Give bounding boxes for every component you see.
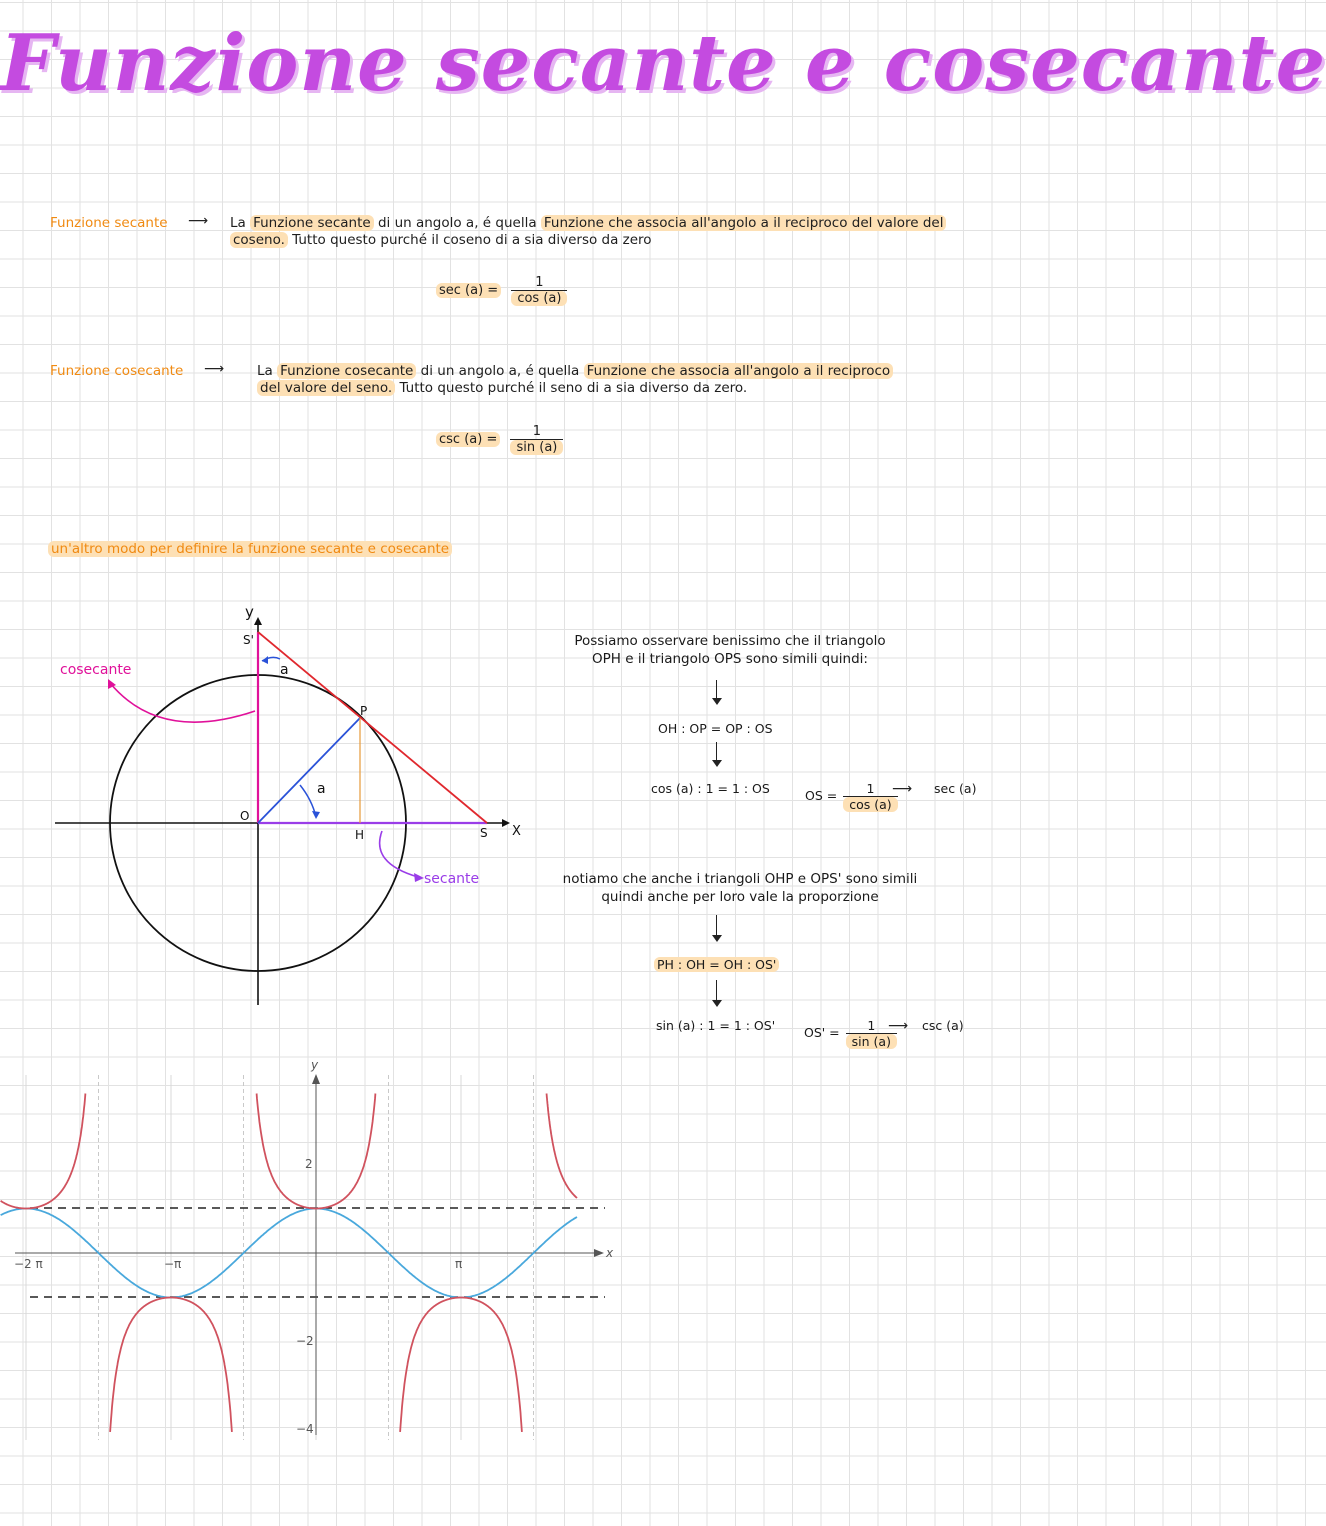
- angle-arc-mid-arrow-icon: [312, 811, 320, 819]
- csc-result-arrow-icon: ⟶: [888, 1018, 909, 1034]
- tangent-line: [258, 632, 487, 823]
- cosecant-text-1d: Funzione che associa all'angolo a il reciproco: [584, 363, 894, 379]
- os-prime-formula: [804, 1018, 897, 1049]
- down-arrow-4-head-icon: [712, 1000, 722, 1007]
- sec-result: sec (a): [934, 781, 977, 796]
- secant-text-1a: La: [230, 215, 251, 231]
- label-o: O: [240, 809, 250, 823]
- os-label: OS =: [805, 788, 838, 803]
- cosecant-label: Funzione cosecante: [50, 363, 184, 379]
- observation-line-1: Possiamo osservare benissimo che il triangolo: [574, 633, 886, 649]
- down-arrow-3-icon: [716, 915, 717, 937]
- label-secante: secante: [424, 871, 480, 887]
- page-title: Funzione secante e cosecante: [0, 18, 1326, 109]
- secant-graph: [0, 1060, 640, 1470]
- down-arrow-2-icon: [716, 742, 717, 762]
- proportion-2-result: sin (a) : 1 = 1 : OS': [656, 1018, 776, 1033]
- unit-circle-diagram: [0, 595, 560, 1015]
- graph-y-label: y: [311, 1058, 319, 1072]
- observation-text: [540, 632, 920, 668]
- proportion-1: OH : OP = OP : OS: [658, 721, 773, 736]
- secant-text-2a: coseno.: [230, 232, 288, 248]
- x-axis-arrow-icon: [502, 819, 510, 827]
- label-angle-top: a: [280, 662, 289, 678]
- label-y: y: [245, 603, 254, 621]
- note-line-1: notiamo che anche i triangoli OHP e OPS' sono simili: [562, 871, 918, 887]
- down-arrow-3-head-icon: [712, 935, 722, 942]
- secant-text-2b: Tutto questo purché il coseno di a sia diverso da zero: [287, 232, 652, 248]
- tick-neg-2: −2: [296, 1334, 314, 1348]
- os-prime-label: OS' =: [804, 1025, 840, 1040]
- os-formula: [805, 781, 898, 812]
- secant-text-1c: di un angolo a, é quella: [373, 215, 541, 231]
- secant-formula-den: cos (a): [511, 291, 567, 306]
- observation-line-2: OPH e il triangolo OPS sono simili quindi:: [592, 651, 868, 667]
- proportion-1-result: cos (a) : 1 = 1 : OS: [651, 781, 770, 796]
- cosecant-definition: [257, 363, 1037, 397]
- secant-branch: [1, 1094, 86, 1209]
- segment-op: [258, 718, 360, 823]
- secant-text-1d: Funzione che associa all'angolo a il reciproco del valore del: [541, 215, 947, 231]
- cosecante-pointer: [110, 683, 255, 722]
- note-line-2: quindi anche per loro vale la proporzione: [601, 889, 879, 905]
- label-s-prime: S': [243, 633, 254, 647]
- cosecant-formula-den: sin (a): [510, 440, 563, 455]
- cosecant-text-1a: La: [257, 363, 278, 379]
- os-num: 1: [843, 781, 897, 797]
- label-angle-mid: a: [317, 781, 326, 797]
- secante-pointer: [380, 831, 418, 877]
- label-cosecante: cosecante: [60, 662, 132, 678]
- cosecant-formula-num: 1: [510, 424, 563, 440]
- label-h: H: [355, 828, 365, 842]
- label-p: P: [360, 704, 368, 718]
- tick-neg-pi: −π: [164, 1257, 182, 1271]
- cosecant-text-1c: di un angolo a, é quella: [416, 363, 584, 379]
- graph-x-label: x: [606, 1246, 614, 1260]
- secant-branch: [547, 1094, 578, 1199]
- os-den: cos (a): [843, 797, 897, 812]
- sec-result-arrow-icon: ⟶: [892, 781, 913, 797]
- secant-text-1b: Funzione secante: [250, 215, 374, 231]
- down-arrow-1-head-icon: [712, 698, 722, 705]
- graph-x-axis-arrow-icon: [594, 1249, 604, 1257]
- secante-pointer-arrow-icon: [414, 873, 424, 882]
- secant-curves: [1, 1094, 577, 1432]
- secant-definition: [230, 215, 1030, 249]
- os-prime-den: sin (a): [846, 1034, 897, 1049]
- label-s: S: [480, 826, 488, 840]
- cosecant-text-2b: Tutto questo purché il seno di a sia diverso da zero.: [395, 380, 748, 396]
- tick-neg-4: −4: [296, 1422, 314, 1436]
- secant-formula: [436, 275, 567, 306]
- secant-formula-left: sec (a) =: [436, 283, 501, 298]
- other-way-heading: un'altro modo per definire la funzione secante e cosecante: [48, 541, 452, 557]
- cosecant-formula-left: csc (a) =: [436, 432, 500, 447]
- secant-formula-num: 1: [511, 275, 567, 291]
- tick-2: 2: [305, 1157, 313, 1171]
- tick-pi: π: [455, 1257, 463, 1271]
- os-prime-num: 1: [846, 1018, 897, 1034]
- down-arrow-1-icon: [716, 680, 717, 700]
- csc-result: csc (a): [922, 1018, 964, 1033]
- secant-arrow-icon: ⟶: [188, 213, 209, 229]
- cosecant-arrow-icon: ⟶: [204, 361, 225, 377]
- down-arrow-4-icon: [716, 980, 717, 1002]
- graph-y-axis-arrow-icon: [312, 1074, 320, 1084]
- note-text: [540, 870, 940, 906]
- label-x: X: [512, 824, 521, 839]
- proportion-2: PH : OH = OH : OS': [654, 957, 779, 972]
- tick-neg-2pi: −2 π: [14, 1257, 43, 1271]
- cosecant-text-2a: del valore del seno.: [257, 380, 395, 396]
- cosecant-formula: [436, 424, 563, 455]
- y-axis-arrow-icon: [254, 617, 262, 625]
- down-arrow-2-head-icon: [712, 760, 722, 767]
- secant-label: Funzione secante: [50, 215, 168, 231]
- cosecant-text-1b: Funzione cosecante: [277, 363, 416, 379]
